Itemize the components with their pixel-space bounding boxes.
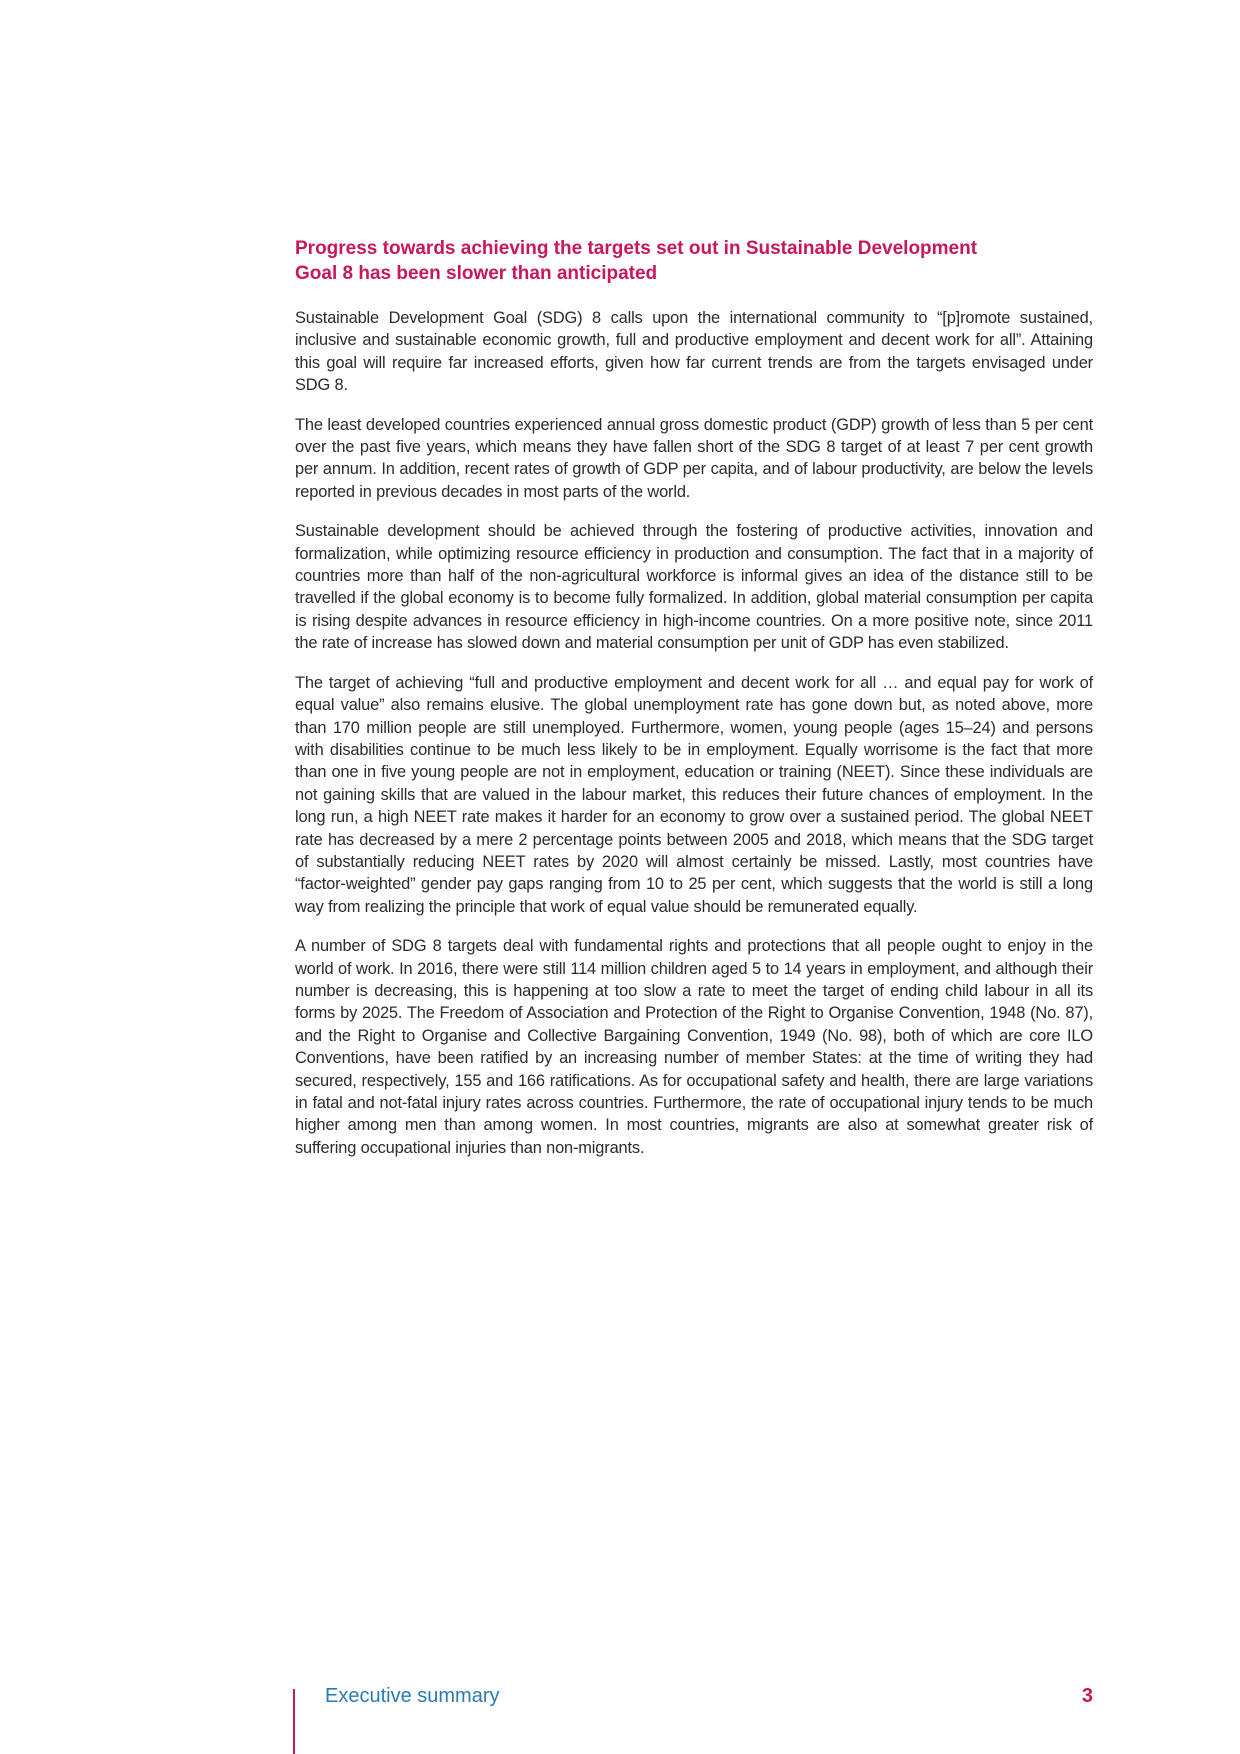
paragraph: The target of achieving “full and productive employment and decent work for all … and equal pay for work of equal value” also remains elusive. The global unemployment rate has gone down but, as noted above, more than 170 million people are still unemployed. Furthermore, women, young people (ages 15–24) and persons with disabilities continue to be much less likely to be in employment. Equally worrisome is the fact that more than one in five young people are not in employment, education or training (NEET). Since these individuals are not gaining skills that are valued in the labour market, this reduces their future chances of employment. In the long run, a high NEET rate makes it harder for an economy to grow over a sustained period. The global NEET rate has decreased by a mere 2 percentage points between 2005 and 2018, which means that the SDG target of substantially reducing NEET rates by 2020 will almost certainly be missed. Lastly, most countries have “factor-weighted” gender pay gaps ranging from 10 to 25 per cent, which suggests that the world is still a long way from realizing the principle that work of equal value should be remunerated equally.: [295, 673, 1093, 916]
paragraph: Sustainable development should be achieved through the fostering of productive activities, innovation and formalization, while optimizing resource efficiency in production and consumption. The fact that in a majority of countries more than half of the non-agricultural workforce is informal gives an idea of the distance still to be travelled if the global economy is to become fully formalized. In addition, global material consumption per capita is rising despite advances in resource efficiency in high-income countries. On a more positive note, since 2011 the rate of increase has slowed down and material consumption per unit of GDP has even stabilized.: [295, 522, 1093, 653]
paragraph: A number of SDG 8 targets deal with fundamental rights and protections that all people ought to enjoy in the world of work. In 2016, there were still 114 million children aged 5 to 14 years in employment, and although their number is decreasing, this is happening at too slow a rate to meet the target of ending child labour in all its forms by 2025. The Freedom of Association and Protection of the Right to Organise Convention, 1948 (No. 87), and the Right to Organise and Collective Bargaining Convention, 1949 (No. 98), both of which are core ILO Conventions, have been ratified by an increasing number of member States: at the time of writing they had secured, respectively, 155 and 166 ratifications. As for occupational safety and health, there are large variations in fatal and not-fatal injury rates across countries. Furthermore, the rate of occupational injury tends to be much higher among men than among women. In most countries, migrants are also at somewhat greater risk of suffering occupational injuries than non-migrants.: [295, 937, 1093, 1157]
paragraph: The least developed countries experienced annual gross domestic product (GDP) growth of less than 5 per cent over the past five years, which means they have fallen short of the SDG 8 target of at least 7 per cent growth per annum. In addition, recent rates of growth of GDP per capita, and of labour productivity, are below the levels reported in previous decades in most parts of the world.: [295, 415, 1093, 501]
footer-section-label: Executive summary: [325, 1685, 500, 1707]
page-number: 3: [1081, 1685, 1093, 1707]
footer-divider: [293, 1689, 295, 1754]
paragraph: Sustainable Development Goal (SDG) 8 calls upon the international community to “[p]romote sustained, inclusive and sustainable economic growth, full and productive employment and decent work for all”. Attaining this goal will require far increased efforts, given how far current trends are from the targets envisaged under SDG 8.: [295, 309, 1093, 395]
section-heading: Progress towards achieving the targets set out in Sustainable Development Goal 8 has been slower than anticipated: [295, 238, 978, 284]
main-content: [295, 236, 1093, 1176]
